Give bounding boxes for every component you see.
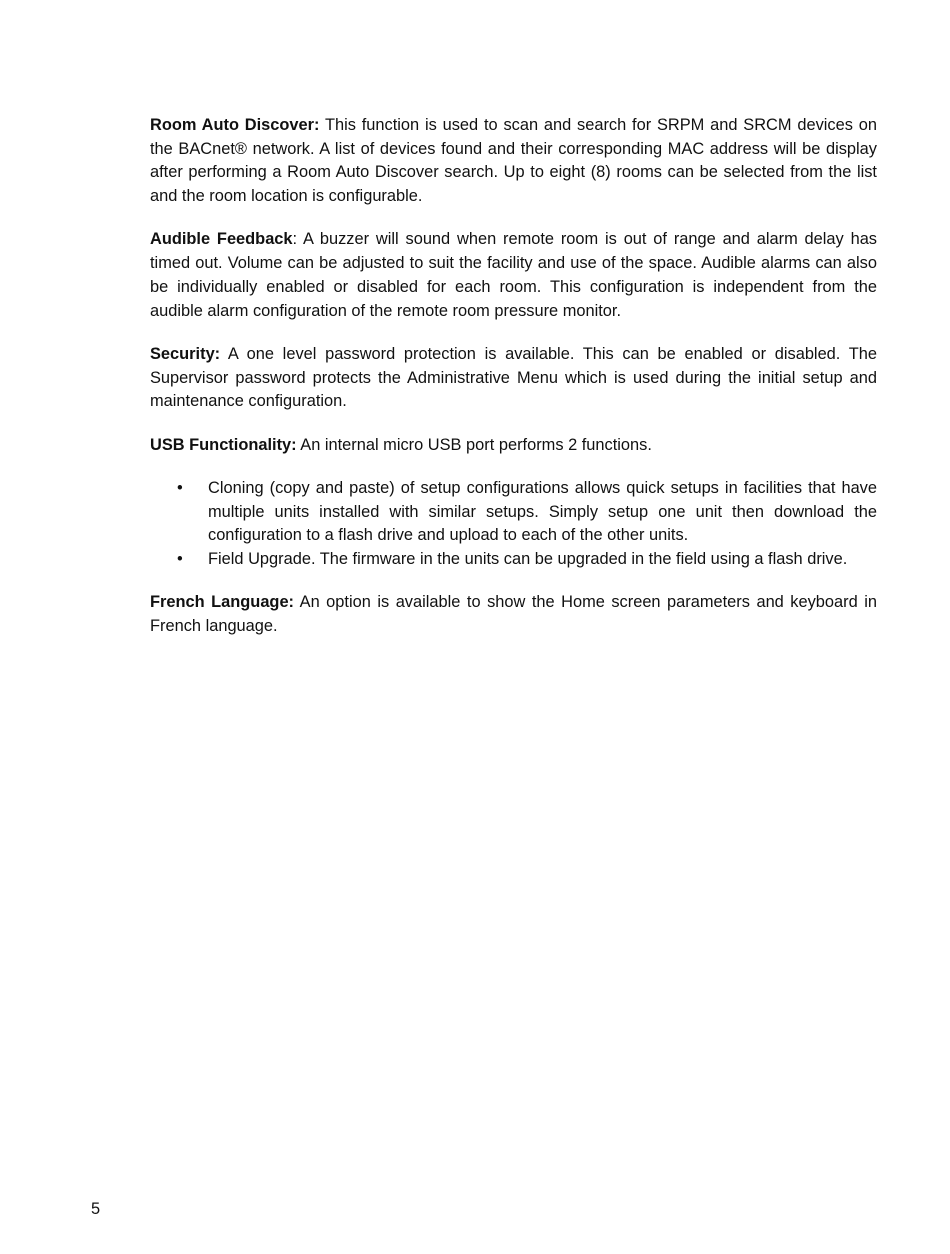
room-auto-discover-text: This function is used to scan and search for SRPM and SRCM devices on the BACnet® network. A list of devices found and their corresponding MAC address will be display after performing a Room Auto Discover search. Up to eight (8) rooms can be selected from the list and the room location is configurable. (150, 116, 877, 206)
usb-functionality-text: An internal micro USB port performs 2 functions. (296, 435, 652, 454)
security-paragraph (150, 343, 877, 414)
list-item-field-upgrade-text: Field Upgrade. The firmware in the units can be upgraded in the field using a flash drive. (208, 549, 848, 568)
room-auto-discover-paragraph (150, 114, 877, 209)
audible-feedback-text: : A buzzer will sound when remote room is out of range and alarm delay has timed out. Volume can be adjusted to suit the facility and use of the space. Audible alarms can also be individually enabled or disabled for each room. This configuration is independent from the audible alarm configuration of the remote room pressure monitor. (150, 230, 878, 320)
bullet-icon: • (177, 549, 183, 568)
usb-functions-list (150, 477, 877, 572)
bullet-icon: • (177, 478, 183, 497)
usb-functionality-term: USB Functionality: (150, 435, 297, 454)
list-item-field-upgrade (150, 548, 877, 572)
audible-feedback-paragraph (150, 228, 877, 323)
page-content (150, 114, 877, 658)
room-auto-discover-term: Room Auto Discover: (150, 116, 320, 134)
page-number: 5 (91, 1200, 101, 1218)
french-language-text: An option is available to show the Home screen parameters and keyboard in French language. (150, 593, 877, 635)
list-item-cloning (150, 477, 877, 548)
list-item-cloning-text: Cloning (copy and paste) of setup configurations allows quick setups in facilities that have multiple units installed with similar setups. Simply setup one unit then download the configuration to a flash drive and upload to each of the other units. (208, 478, 877, 545)
french-language-term: French Language: (150, 593, 295, 612)
french-language-paragraph (150, 591, 877, 638)
security-term: Security: (150, 344, 221, 363)
audible-feedback-term: Audible Feedback (150, 230, 293, 249)
security-text: A one level password protection is available. This can be enabled or disabled. The Supervisor password protects the Administrative Menu which is used during the initial setup and maintenance configuration. (150, 344, 877, 411)
usb-functionality-paragraph (150, 434, 877, 458)
